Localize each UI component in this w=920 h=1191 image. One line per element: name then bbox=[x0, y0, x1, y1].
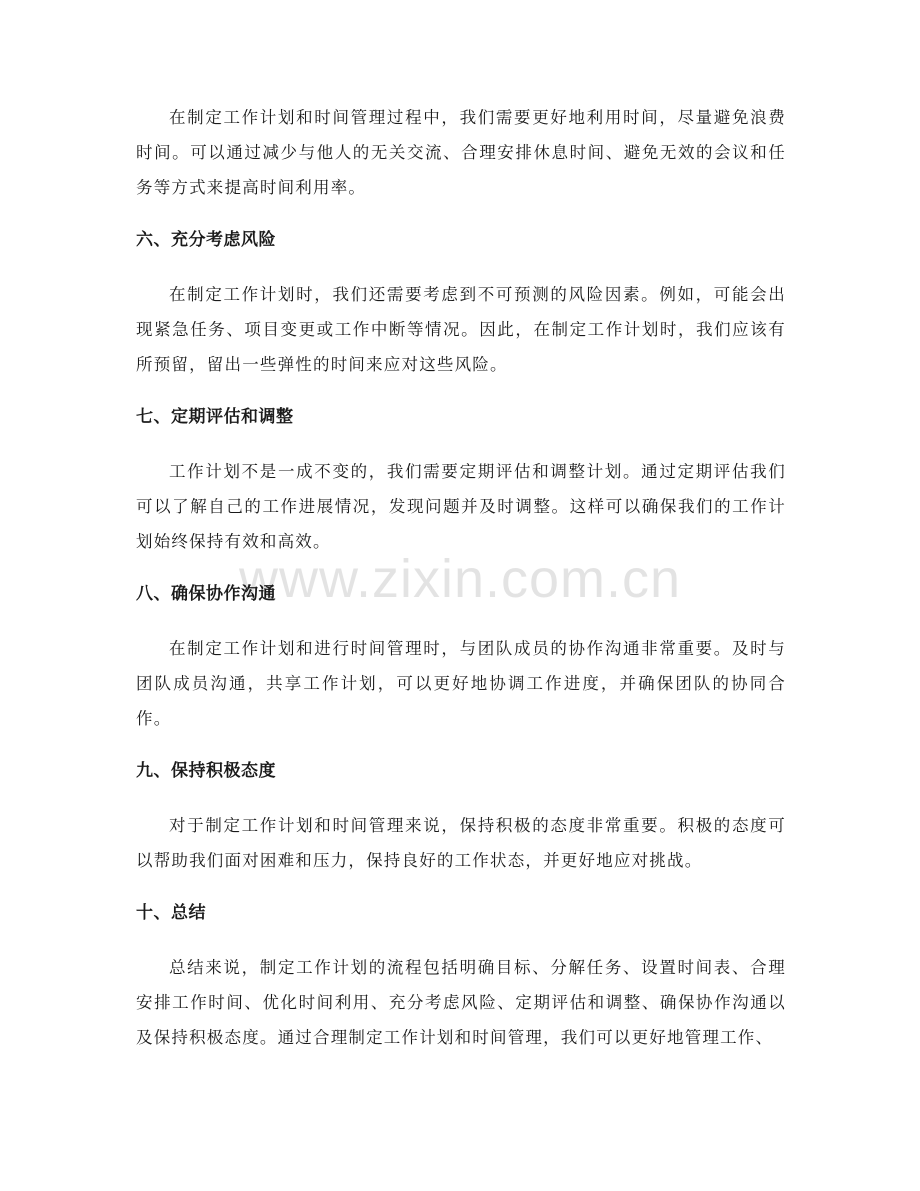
heading-risk: 六、充分考虑风险 bbox=[136, 230, 276, 250]
watermark: www.zixin.com.cn bbox=[238, 549, 682, 609]
paragraph-risk: 在制定工作计划时，我们还需要考虑到不可预测的风险因素。例如，可能会出现紧急任务、项目变更或工作中断等情况。因此，在制定工作计划时，我们应该有所预留，留出一些弹性的时间来应对这些风险。 bbox=[136, 285, 786, 374]
document-body bbox=[136, 100, 786, 1055]
heading-attitude: 九、保持积极态度 bbox=[136, 761, 276, 781]
paragraph-attitude: 对于制定工作计划和时间管理来说，保持积极的态度非常重要。积极的态度可以帮助我们面对困难和压力，保持良好的工作状态，并更好地应对挑战。 bbox=[136, 816, 786, 870]
paragraph-evaluate: 工作计划不是一成不变的，我们需要定期评估和调整计划。通过定期评估我们可以了解自己的工作进展情况，发现问题并及时调整。这样可以确保我们的工作计划始终保持有效和高效。 bbox=[136, 462, 786, 551]
heading-collaboration: 八、确保协作沟通 bbox=[136, 584, 276, 604]
paragraph-summary: 总结来说，制定工作计划的流程包括明确目标、分解任务、设置时间表、合理安排工作时间、优化时间利用、充分考虑风险、定期评估和调整、确保协作沟通以及保持积极态度。通过合理制定工作计划和时间管理，我们可以更好地管理工作、 bbox=[136, 958, 786, 1047]
heading-evaluate: 七、定期评估和调整 bbox=[136, 407, 294, 427]
heading-summary: 十、总结 bbox=[136, 903, 206, 923]
paragraph-collaboration: 在制定工作计划和进行时间管理时，与团队成员的协作沟通非常重要。及时与团队成员沟通，共享工作计划，可以更好地协调工作进度，并确保团队的协同合作。 bbox=[136, 639, 786, 728]
paragraph-time-utilization: 在制定工作计划和时间管理过程中，我们需要更好地利用时间，尽量避免浪费时间。可以通过减少与他人的无关交流、合理安排休息时间、避免无效的会议和任务等方式来提高时间利用率。 bbox=[136, 108, 786, 197]
